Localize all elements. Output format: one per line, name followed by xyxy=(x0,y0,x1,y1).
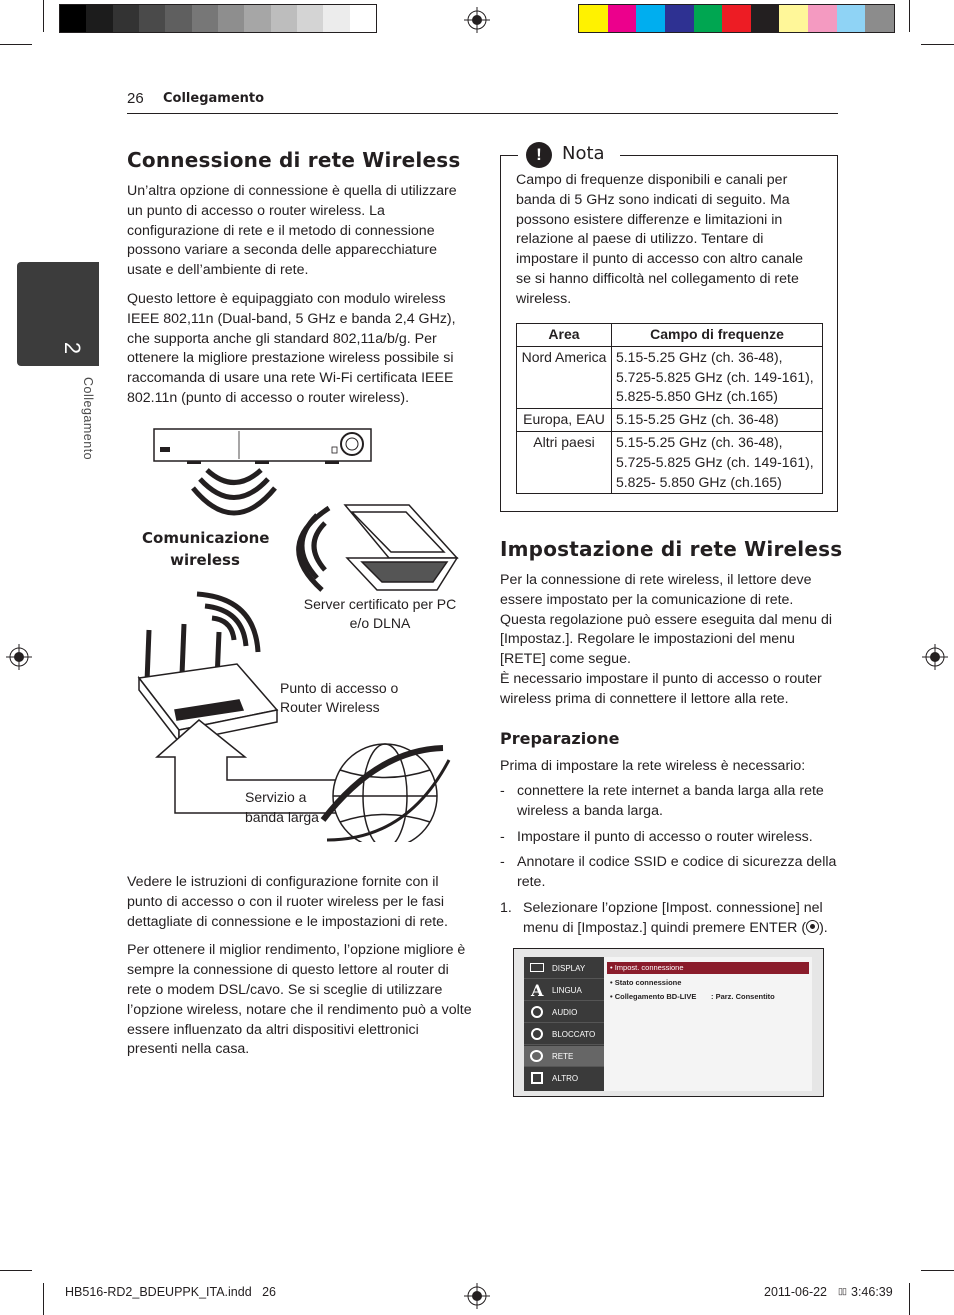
crop-mark xyxy=(43,1283,44,1315)
speaker-icon xyxy=(531,1006,543,1018)
gray-swatch xyxy=(218,5,245,32)
menu-item-label: AUDIO xyxy=(552,1007,578,1017)
enter-icon xyxy=(806,920,819,933)
globe-icon xyxy=(323,744,449,842)
table-row xyxy=(517,346,823,408)
gray-swatch xyxy=(60,5,87,32)
bullet-list xyxy=(500,782,838,939)
note-title: Nota xyxy=(562,143,605,164)
side-tab-label: Collegamento xyxy=(81,377,95,461)
option-label: Stato connessione xyxy=(614,978,682,987)
footer-date: 2011-06-22 xyxy=(764,1285,828,1299)
option-row[interactable]: • Stato connessione xyxy=(610,978,682,987)
menu-item-label: LINGUA xyxy=(552,985,582,995)
crop-mark xyxy=(921,44,954,45)
color-swatch xyxy=(608,5,637,32)
color-swatch xyxy=(751,5,780,32)
gray-swatch xyxy=(86,5,113,32)
paragraph: È necessario impostare il punto di accesso o router wireless prima di connettere il lettore alla rete. xyxy=(500,670,822,707)
registration-mark-icon xyxy=(6,644,32,670)
table-cell-area: Altri paesi xyxy=(517,431,612,493)
note-text: Campo di frequenze disponibili e canali per banda di 5 GHz sono indicati di seguito. Ma possono esistere differenze e limitazioni in relazione al paese di utilizzo. Tentare di impostare il punto di accesso con altro canale se si hanno difficoltà nel collegamento di rete wireless. xyxy=(516,172,804,307)
color-bar-grays xyxy=(59,4,377,33)
gray-swatch xyxy=(165,5,192,32)
paragraph: Per ottenere il miglior rendimento, l’opzione migliore è sempre la connessione di questo lettore al router di rete o modem DSL/cavo. Se si sceglie di utilizzare l’opzione wireless, notare che il rendimento può a volte essere influenzato da altri dispositivi elettronici presenti nella casa. xyxy=(127,942,472,1058)
registration-mark-icon xyxy=(464,7,490,33)
label-broadband: Servizio a banda larga xyxy=(245,789,319,825)
list-item: - Annotare il codice SSID e codice di sicurezza della rete. xyxy=(500,853,838,893)
menu-item-label: BLOCCATO xyxy=(552,1029,596,1039)
running-header: Collegamento xyxy=(163,91,265,106)
page-number: 26 xyxy=(127,90,144,107)
option-row-selected[interactable]: • Impost. connessione xyxy=(607,962,809,974)
table-cell-freq: 5.15-5.25 GHz (ch. 36-48), 5.725-5.825 GHz (ch. 149-161), 5.825-5.850 GHz (ch.165) xyxy=(612,346,823,408)
gray-swatch xyxy=(271,5,298,32)
header-rule xyxy=(127,113,838,114)
tools-icon xyxy=(531,1072,543,1084)
option-row[interactable]: • Collegamento BD-LIVE : Parz. Consentito xyxy=(610,992,775,1001)
prep-intro: Prima di impostare la rete wireless è necessario: xyxy=(500,758,806,774)
menu-item-label: DISPLAY xyxy=(552,963,586,973)
gray-swatch xyxy=(192,5,219,32)
color-swatch xyxy=(779,5,808,32)
footer-time-glyph: ▯▯ xyxy=(838,1286,846,1296)
color-swatch xyxy=(722,5,751,32)
table-header-row xyxy=(517,324,823,347)
table-cell-area: Europa, EAU xyxy=(517,409,612,432)
menu-item-rete[interactable] xyxy=(524,1046,604,1067)
table-cell-freq: 5.15-5.25 GHz (ch. 36-48), 5.725-5.825 GHz (ch. 149-161), 5.825- 5.850 GHz (ch.165) xyxy=(612,431,823,493)
registration-mark-icon xyxy=(464,1283,490,1309)
gray-swatch xyxy=(113,5,140,32)
step-text: Selezionare l’opzione [Impost. connessione] nel menu di [Impostaz.] quindi premere ENTER ( xyxy=(523,899,823,936)
left-text-bottom xyxy=(127,873,472,1069)
list-item: - connettere la rete internet a banda larga alla rete wireless a banda larga. xyxy=(500,782,838,822)
label-wireless: Comunicazione wireless xyxy=(142,529,270,569)
table-cell-freq: 5.15-5.25 GHz (ch. 36-48) xyxy=(612,409,823,432)
language-icon: A xyxy=(531,981,544,1000)
step-text-end: ). xyxy=(819,919,828,936)
table-row xyxy=(517,431,823,493)
color-swatch xyxy=(579,5,608,32)
laptop-icon xyxy=(345,505,457,590)
blu-ray-player-icon xyxy=(154,429,371,464)
wireless-waves-icon xyxy=(299,508,329,590)
menu-item-label: RETE xyxy=(552,1051,574,1061)
menu-item-audio[interactable] xyxy=(524,1002,604,1023)
crop-mark xyxy=(909,0,910,32)
right-text xyxy=(500,571,838,710)
lock-icon xyxy=(531,1028,543,1040)
left-text-top xyxy=(127,182,467,418)
display-icon xyxy=(530,963,544,972)
crop-mark xyxy=(0,44,32,45)
footer-file: HB516-RD2_BDEUPPK_ITA.indd 26 xyxy=(65,1285,276,1299)
menu-item-lingua[interactable] xyxy=(524,980,604,1001)
option-label: Collegamento BD-LIVE xyxy=(614,992,697,1001)
wireless-waves-icon xyxy=(197,594,258,652)
crop-mark xyxy=(0,1270,32,1271)
network-icon xyxy=(530,1050,543,1062)
crop-mark xyxy=(909,1283,910,1315)
color-swatch xyxy=(636,5,665,32)
note-rule xyxy=(500,155,518,156)
menu-item-label: ALTRO xyxy=(552,1074,579,1083)
option-value: : Parz. Consentito xyxy=(711,992,775,1001)
gray-swatch xyxy=(297,5,324,32)
color-swatch xyxy=(837,5,866,32)
label-server: Server certificato per PC e/o DLNA xyxy=(303,596,457,631)
section-title: Connessione di rete Wireless xyxy=(127,148,461,172)
paragraph: Un’altra opzione di connessione è quella di utilizzare un punto di accesso o router wireless. La configurazione di rete e il metodo di connessione possono variare a seconda delle apparecchiature usate e dell’ambiente di rete. xyxy=(127,183,457,279)
list-item-text: Annotare il codice SSID e codice di sicurezza della rete. xyxy=(517,854,837,891)
footer-time: 3:46:39 xyxy=(851,1285,893,1299)
color-swatch xyxy=(665,5,694,32)
crop-mark xyxy=(921,1270,954,1271)
table-header-freq: Campo di frequenze xyxy=(612,324,823,347)
paragraph: Per la connessione di rete wireless, il lettore deve essere impostato per la comunicazione di rete. Questa regolazione può essere eseguita dal menu di [Impostaz.]. Regolare le impostazioni del menu [RETE] come segue. xyxy=(500,572,833,668)
subsection-title: Preparazione xyxy=(500,729,620,748)
table-header-area: Area xyxy=(517,324,612,347)
menu-item-bloccato[interactable] xyxy=(524,1024,604,1045)
gray-swatch xyxy=(244,5,271,32)
gray-swatch xyxy=(139,5,166,32)
gray-swatch xyxy=(323,5,350,32)
color-swatch xyxy=(865,5,894,32)
menu-item-altro[interactable] xyxy=(524,1068,604,1089)
crop-mark xyxy=(43,0,44,32)
registration-mark-icon xyxy=(922,644,948,670)
section-title: Impostazione di rete Wireless xyxy=(500,537,843,561)
color-swatch xyxy=(694,5,723,32)
option-label: Impost. connessione xyxy=(614,963,684,972)
table-cell-area: Nord America xyxy=(517,346,612,408)
side-tab-number: 2 xyxy=(60,341,86,355)
note-rule xyxy=(620,155,838,156)
list-item-text: connettere la rete internet a banda larga alla rete wireless a banda larga. xyxy=(517,783,824,819)
menu-item-display[interactable] xyxy=(524,958,604,979)
list-item: - Impostare il punto di accesso o router wireless. xyxy=(500,828,838,848)
table-row xyxy=(517,409,823,432)
color-bar-cmyk xyxy=(578,4,895,33)
label-router: Punto di accesso o Router Wireless xyxy=(280,680,399,715)
note-icon: ! xyxy=(526,142,552,168)
frequency-table xyxy=(516,323,823,494)
paragraph: Vedere le istruzioni di configurazione fornite con il punto di accesso o con il ruoter wireless per le fasi dettagliate di connessione e le impostazioni di rete. xyxy=(127,874,448,930)
gray-swatch xyxy=(350,5,377,32)
color-swatch xyxy=(808,5,837,32)
wireless-waves-icon xyxy=(193,470,275,513)
step-number: 1. xyxy=(500,899,512,916)
side-tab xyxy=(17,262,99,366)
step-item xyxy=(500,899,838,939)
list-item-text: Impostare il punto di accesso o router wireless. xyxy=(517,828,813,845)
paragraph: Questo lettore è equipaggiato con modulo wireless IEEE 802,11n (Dual-band, 5 GHz e banda 2,4 GHz), che supporta anche gli standard 802,11a/b/g. Per ottenere la migliore prestazione wireless possibile si raccomanda di usare una rete Wi-Fi certificata IEEE 802.11n (punto di accesso o router wireless). xyxy=(127,290,456,406)
